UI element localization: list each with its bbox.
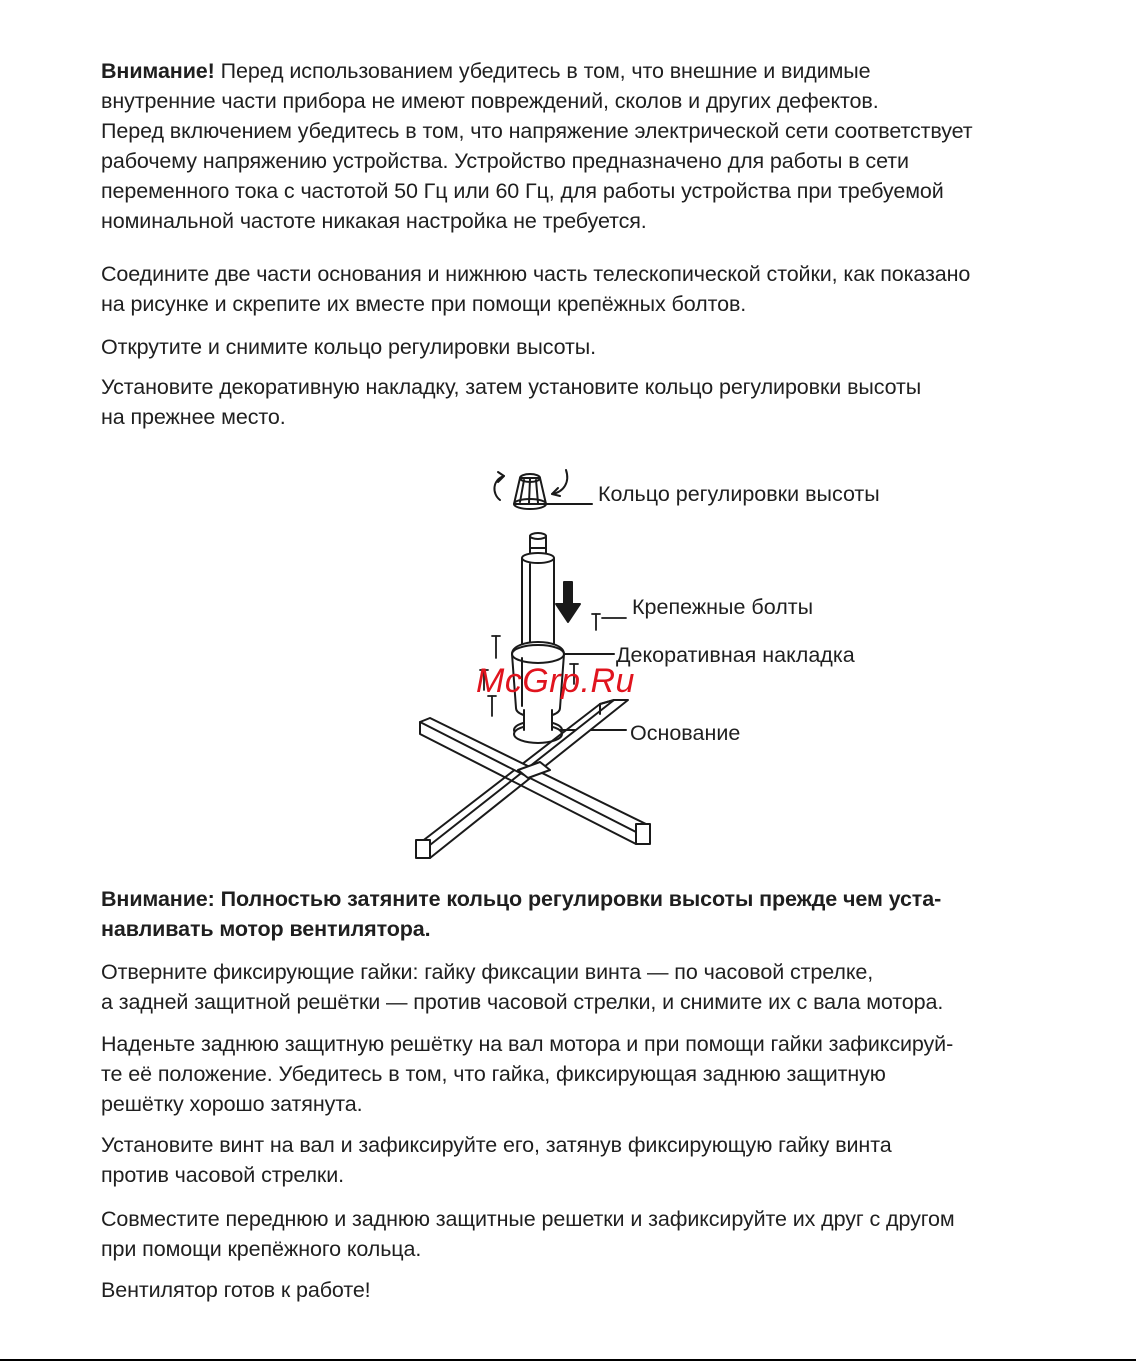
height-ring-icon [494,470,592,509]
step-grille-line-1: Наденьте заднюю защитную решётку на вал мотора и при помощи гайки зафиксируй- [101,1032,954,1056]
warning-intro-line-5: переменного тока с частотой 50 Гц или 60 Гц, для работы устройства при требуемой [101,179,944,203]
step-guards-line-2: при помощи крепёжного кольца. [101,1237,422,1261]
step-unscrew-ring [101,332,1061,362]
step-rear-grille [101,1029,1061,1119]
warning-tighten-line-1: Внимание: Полностью затяните кольцо регулировки высоты прежде чем уста- [101,887,942,911]
step-unscrew-line: Открутите и снимите кольцо регулировки высоты. [101,335,597,359]
warning-intro-line-2: внутренние части прибора не имеют повреждений, сколов и других дефектов. [101,89,879,113]
warning-tighten-line-2: навливать мотор вентилятора. [101,917,431,941]
step-install-cover [101,372,1061,432]
step-install-blade [101,1130,1061,1190]
step-grille-line-2: те её положение. Убедитесь в том, что гайка, фиксирующая заднюю защитную [101,1062,886,1086]
step-nuts-line-2: а задней защитной решётки — против часовой стрелки, и снимите их с вала мотора. [101,990,944,1014]
ready-line: Вентилятор готов к работе! [101,1278,371,1302]
step-guards-line-1: Совместите переднюю и заднюю защитные решетки и зафиксируйте их друг с другом [101,1207,955,1231]
label-mounting-bolts: Крепежные болты [632,595,814,619]
warning-intro-line-6: номинальной частоте никакая настройка не требуется. [101,209,647,233]
step-install-line-2: на прежнее место. [101,405,286,429]
ready-message [101,1275,1061,1305]
warning-intro-text: Перед использованием убедитесь в том, что внешние и видимые [214,59,871,83]
step-connect-line-1: Соедините две части основания и нижнюю часть телескопической стойки, как показано [101,262,971,286]
telescopic-stand-icon [522,533,554,652]
step-blade-line-2: против часовой стрелки. [101,1163,344,1187]
step-grille-line-3: решётку хорошо затянута. [101,1092,363,1116]
warning-intro-line-3: Перед включением убедитесь в том, что напряжение электрической сети соответствует [101,119,973,143]
warning-intro-line-4: рабочему напряжению устройства. Устройство предназначено для работы в сети [101,149,909,173]
down-arrow-icon [556,582,580,622]
label-height-ring: Кольцо регулировки высоты [598,482,880,506]
step-join-guards [101,1204,1061,1264]
step-install-line-1: Установите декоративную накладку, затем установите кольцо регулировки высоты [101,375,922,399]
step-connect-base [101,259,1061,319]
step-connect-line-2: на рисунке и скрепите их вместе при помощи крепёжных болтов. [101,292,747,316]
label-base: Основание [630,721,741,745]
warning-bold-label: Внимание! [101,59,215,83]
step-nuts-line-1: Отверните фиксирующие гайки: гайку фиксации винта — по часовой стрелке, [101,960,874,984]
warning-tighten [101,884,1061,944]
step-unscrew-nuts [101,957,1061,1017]
warning-intro [101,56,1061,236]
warning-intro-line-1 [101,56,1061,86]
step-blade-line-1: Установите винт на вал и зафиксируйте его, затянув фиксирующую гайку винта [101,1133,892,1157]
bottom-rule [0,1359,1136,1361]
label-decorative-cover: Декоративная накладка [616,643,855,667]
watermark-logo: McGrp.Ru [476,662,635,700]
